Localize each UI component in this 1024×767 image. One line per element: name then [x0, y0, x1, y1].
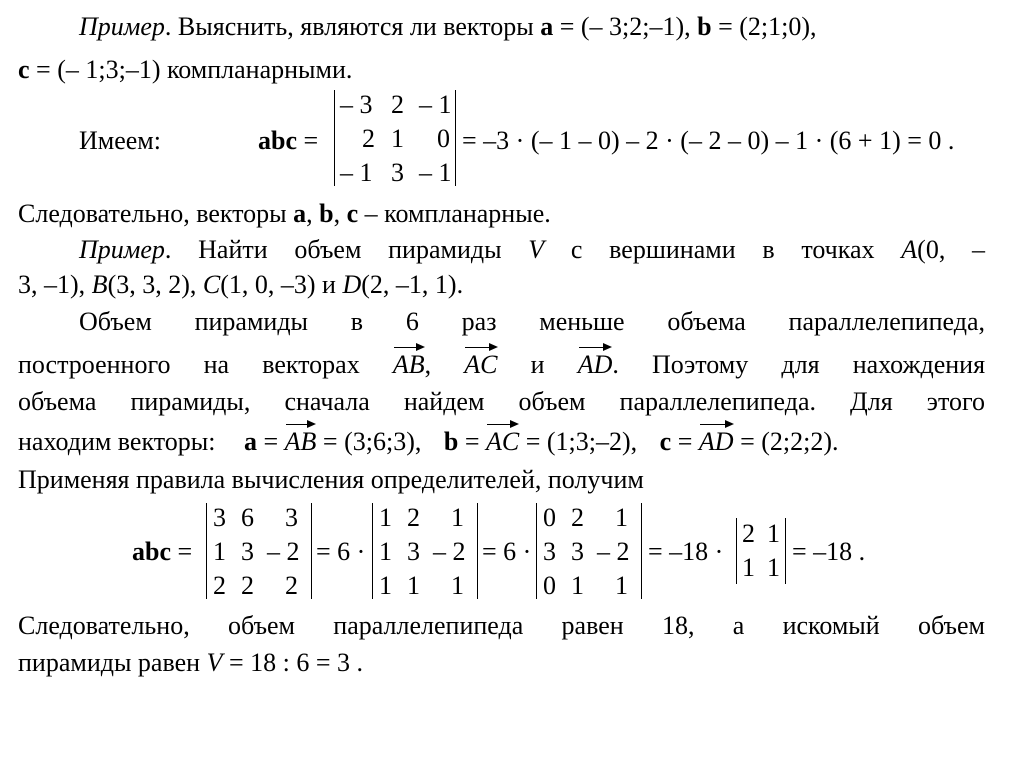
vector-AC: AC — [464, 350, 498, 379]
det-cell: – 2 — [597, 537, 630, 566]
ex2-line1: Пример. Найти объем пирамиды V с вершинами в точках A(0, – — [79, 235, 986, 264]
ex1-c-value: = (– 1;3;–1) — [36, 55, 161, 84]
ex2-conclusion-line1: Следовательно, объем параллелепипеда равен 18, а искомый объем — [18, 611, 985, 640]
det-cell: 3 — [285, 503, 298, 532]
det-cell: 1 — [742, 553, 755, 582]
det-cell: 3 — [391, 158, 404, 187]
det-cell: 6 — [241, 503, 254, 532]
ex2-paragraph-line5: Применяя правила вычисления определителей, получим — [18, 465, 644, 494]
det-cell: 0 — [437, 124, 450, 153]
det-cell: 2 — [571, 503, 584, 532]
det-cell: 3 — [543, 537, 556, 566]
det-cell: – 1 — [419, 90, 452, 119]
ex2-line2: 3, –1), B(3, 3, 2), C(1, 0, –3) и D(2, –1, 1). — [18, 270, 464, 299]
det-cell: 1 — [767, 553, 780, 582]
ex1-label: Пример — [79, 12, 165, 41]
det-cell: 1 — [451, 503, 464, 532]
det-cell: 2 — [742, 519, 755, 548]
ex1-b-value: = (2;1;0), — [718, 12, 817, 41]
vector-AB: AB — [392, 350, 425, 379]
det-cell: 2 — [285, 571, 298, 600]
det-cell: 2 — [391, 90, 404, 119]
ex2-paragraph-line4: находим векторы: a = AB = (3;6;3), b = AC = (1;3;–2), c = AD = (2;2;2). — [18, 427, 839, 456]
det-cell: 2 — [407, 503, 420, 532]
ex1-intro: Выяснить, являются ли векторы — [177, 12, 534, 41]
ex1-a-value: = (– 3;2;–1), — [559, 12, 691, 41]
ex1-determinant — [334, 90, 456, 186]
ex1-vec-c: c — [18, 55, 30, 84]
ex2-factor-6a: = 6 · — [316, 537, 366, 566]
det-cell: 0 — [543, 571, 556, 600]
ex1-line1: Пример. Выяснить, являются ли векторы a = (– 3;2;–1), b = (2;1;0), — [79, 12, 817, 41]
ex2-determinant-3 — [536, 503, 642, 599]
ex1-abc-eq: abc = — [258, 126, 319, 155]
ex1-conclusion: Следовательно, векторы a, b, c – компланарные. — [18, 199, 551, 228]
det-cell: 1 — [615, 571, 628, 600]
det-cell: 2 — [241, 571, 254, 600]
det-cell: 3 — [213, 503, 226, 532]
det-cell: 1 — [379, 571, 392, 600]
ex1-vec-b: b — [697, 12, 712, 41]
det-cell: – 1 — [419, 158, 452, 187]
det-cell: 2 — [362, 124, 375, 153]
det-cell: – 1 — [340, 158, 373, 187]
det-cell: 1 — [451, 571, 464, 600]
ex1-tail: компланарными. — [166, 55, 353, 84]
det-cell: 3 — [407, 537, 420, 566]
det-cell: 2 — [213, 571, 226, 600]
ex2-label: Пример — [79, 235, 165, 264]
ex2-factor-18: = –18 · — [648, 537, 724, 566]
ex2-factor-6b: = 6 · — [482, 537, 532, 566]
ex2-conclusion-line2: пирамиды равен V = 18 : 6 = 3 . — [18, 648, 364, 677]
det-cell: 1 — [615, 503, 628, 532]
ex1-vec-a: a — [540, 12, 554, 41]
ex2-paragraph-line1: Объем пирамиды в 6 раз меньше объема параллелепипеда, — [79, 307, 985, 336]
det-cell: 1 — [407, 571, 420, 600]
ex1-line2 — [18, 57, 352, 83]
vector-AD: AD — [577, 350, 613, 379]
ex2-abc-eq: abc = — [132, 537, 193, 566]
ex2-determinant-4 — [736, 518, 786, 584]
ex1-expansion: = –3 · (– 1 – 0) – 2 · (– 2 – 0) – 1 · (6 + 1) = 0 . — [462, 126, 955, 155]
ex1-have-label: Имеем: — [79, 126, 161, 155]
det-cell: 1 — [391, 124, 404, 153]
det-cell: 3 — [571, 537, 584, 566]
det-cell: – 3 — [340, 90, 373, 119]
det-cell: 1 — [571, 571, 584, 600]
det-cell: – 2 — [267, 537, 300, 566]
det-cell: 1 — [379, 537, 392, 566]
ex2-paragraph-line3: объема пирамиды, сначала найдем объем параллелепипеда. Для этого — [18, 387, 985, 416]
ex2-paragraph-line2: построенного на векторах AB, AC и AD. Поэтому для нахождения — [18, 350, 986, 379]
det-cell: 1 — [213, 537, 226, 566]
det-cell: 3 — [241, 537, 254, 566]
det-cell: 1 — [767, 519, 780, 548]
ex2-determinant-2 — [372, 503, 478, 599]
ex2-determinant-1 — [206, 503, 312, 599]
det-cell: 1 — [379, 503, 392, 532]
ex2-result: = –18 . — [792, 537, 866, 566]
det-cell: – 2 — [433, 537, 466, 566]
det-cell: 0 — [543, 503, 556, 532]
